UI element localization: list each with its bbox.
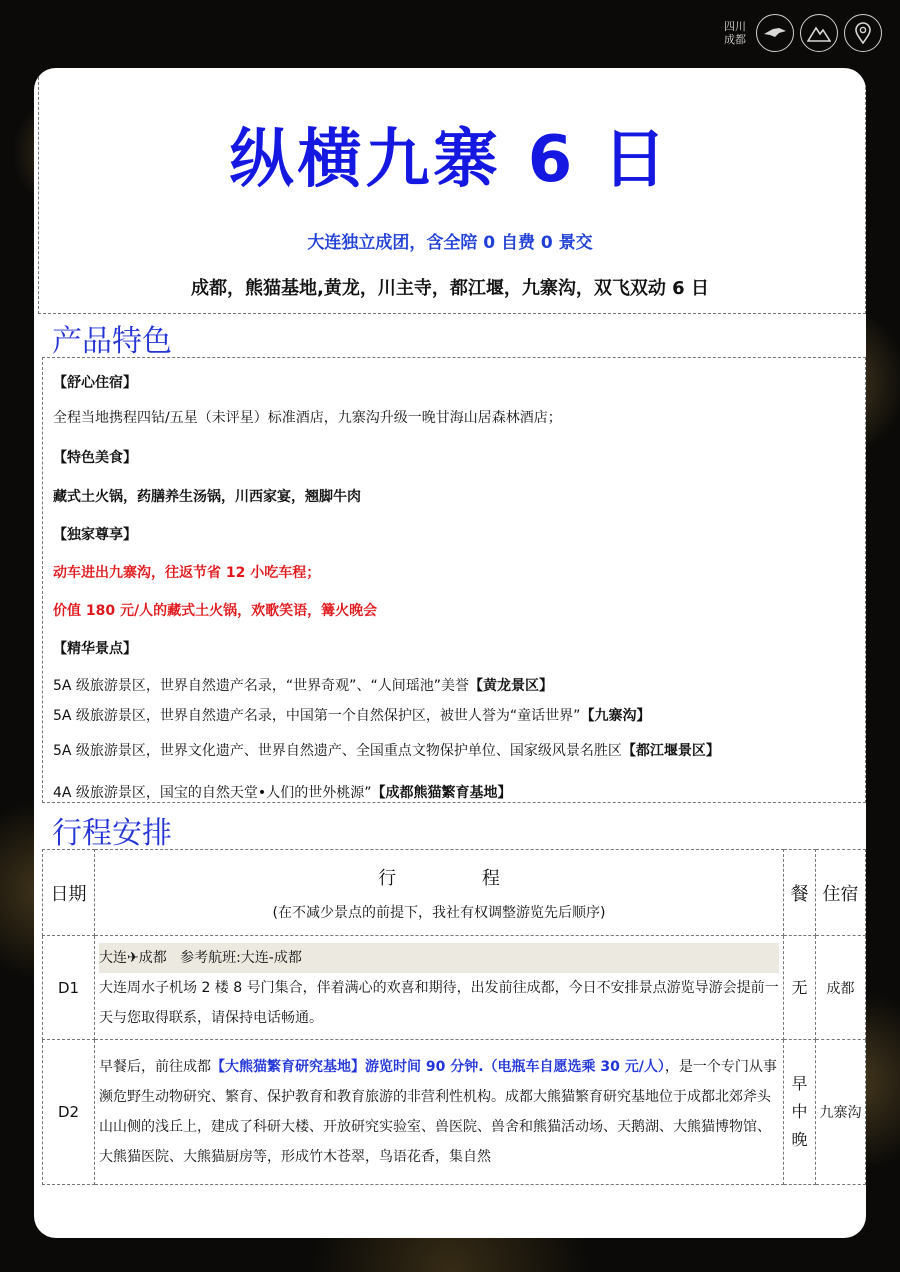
- day-label: D1: [43, 936, 95, 1040]
- features-box: [42, 357, 866, 803]
- food-heading: 【特色美食】: [53, 450, 137, 466]
- spot-name: 【九寨沟】: [580, 708, 651, 724]
- tour-subtitle: 大连独立成团，含全陪 0 自费 0 景交: [307, 233, 593, 253]
- brand-region-line1: 四川: [724, 20, 746, 33]
- meal-lunch: 中: [791, 1102, 808, 1121]
- page-title: 纵横九寨 6 日: [229, 123, 671, 197]
- header-trip-note: (在不减少景点的前提下，我社有权调整游览先后顺序): [272, 904, 606, 921]
- day-text-highlight: 【大熊猫繁育研究基地】游览时间 90 分钟.（电瓶车自愿选乘 30 元/人）: [211, 1059, 665, 1075]
- header-trip-label: 行 程: [378, 867, 540, 889]
- table-row: [43, 936, 866, 1040]
- meal-dinner: 晚: [791, 1130, 808, 1149]
- day-description: [95, 936, 784, 1040]
- spot-item: [53, 675, 553, 695]
- flight-from: 大连: [99, 949, 127, 966]
- schedule-table: [42, 849, 866, 1185]
- exclusive-heading: 【独家尊享】: [53, 527, 137, 543]
- spot-text: 5A 级旅游景区，世界自然遗产名录，中国第一个自然保护区，被世人誉为“童话世界”: [53, 708, 581, 724]
- spot-name: 【黄龙景区】: [468, 678, 553, 694]
- hotel-info: 成都: [816, 936, 866, 1040]
- spot-item: [53, 740, 720, 760]
- hotel-info: 九寨沟: [816, 1040, 866, 1185]
- spot-text: 5A 级旅游景区，世界文化遗产、世界自然遗产、全国重点文物保护单位、国家级风景名胜区: [53, 743, 622, 759]
- spot-item: [53, 782, 511, 802]
- header-trip: [95, 850, 784, 936]
- brand-region: [720, 20, 750, 46]
- meal-breakfast: 早: [791, 1074, 808, 1093]
- brand-region-line2: 成都: [724, 33, 746, 46]
- day-text: 大连周水子机场 2 楼 8 号门集合，伴着满心的欢喜和期待，出发前往成都，今日不安排景点游览导游会提前一天与您取得联系，请保持电话畅通。: [99, 979, 779, 1026]
- header-day: 日期: [43, 850, 95, 936]
- brand-badge: [720, 14, 882, 52]
- flight-reference: 参考航班:大连-成都: [180, 949, 302, 966]
- day-text-rest: ，是一个专门从事濒危野生动物研究、繁育、保护教育和教育旅游的非营利性机构。成都大熊猫繁育研究基地位于成都北郊斧头山山侧的浅丘上，建成了科研大楼、开放研究实验室、兽医院、兽舍和熊猫活动场、天鹅湖、大熊猫博物馆、大熊猫医院、大熊猫厨房等，形成竹木苍翠，鸟语花香，集自然: [99, 1059, 777, 1165]
- mountain-icon: [800, 14, 838, 52]
- day-label: D2: [43, 1040, 95, 1185]
- tour-route: 成都，熊猫基地,黄龙，川主寺，都江堰，九寨沟，双飞双动 6 日: [191, 278, 709, 299]
- header-hotel: 住宿: [816, 850, 866, 936]
- spot-name: 【都江堰景区】: [621, 743, 720, 759]
- spot-item: [53, 705, 650, 725]
- spot-text: 4A 级旅游景区，国宝的自然天堂•人们的世外桃源”: [53, 785, 372, 801]
- day-text-prefix: 早餐后，前往成都: [99, 1059, 211, 1075]
- eagle-icon: [756, 14, 794, 52]
- exclusive-line-2: 价值 180 元/人的藏式土火锅，欢歌笑语，篝火晚会: [53, 603, 378, 619]
- spot-text: 5A 级旅游景区，世界自然遗产名录，“世界奇观”、“人间瑶池”美誉: [53, 678, 469, 694]
- food-text: 藏式土火锅，药膳养生汤锅，川西家宴，翘脚牛肉: [53, 489, 361, 505]
- flight-to: 成都: [138, 949, 167, 966]
- table-header-row: [43, 850, 866, 936]
- table-row: [43, 1040, 866, 1185]
- features-section-title: 产品特色: [52, 324, 172, 359]
- meal-info: [784, 1040, 816, 1185]
- schedule-section-title: 行程安排: [52, 816, 172, 851]
- header-meal: 餐: [784, 850, 816, 936]
- spot-name: 【成都熊猫繁育基地】: [371, 785, 512, 801]
- exclusive-line-1: 动车进出九寨沟，往返节省 12 小吃车程；: [53, 565, 321, 581]
- meal-info: 无: [784, 936, 816, 1040]
- lodging-heading: 【舒心住宿】: [53, 375, 137, 391]
- flight-info: [99, 943, 779, 973]
- day-description: [95, 1040, 784, 1185]
- location-pin-icon: [844, 14, 882, 52]
- airplane-icon: ✈: [127, 949, 139, 966]
- spots-heading: 【精华景点】: [53, 641, 137, 657]
- lodging-text: 全程当地携程四钻/五星（未评星）标准酒店，九寨沟升级一晚甘海山居森林酒店；: [53, 410, 562, 426]
- itinerary-card: [34, 68, 866, 1238]
